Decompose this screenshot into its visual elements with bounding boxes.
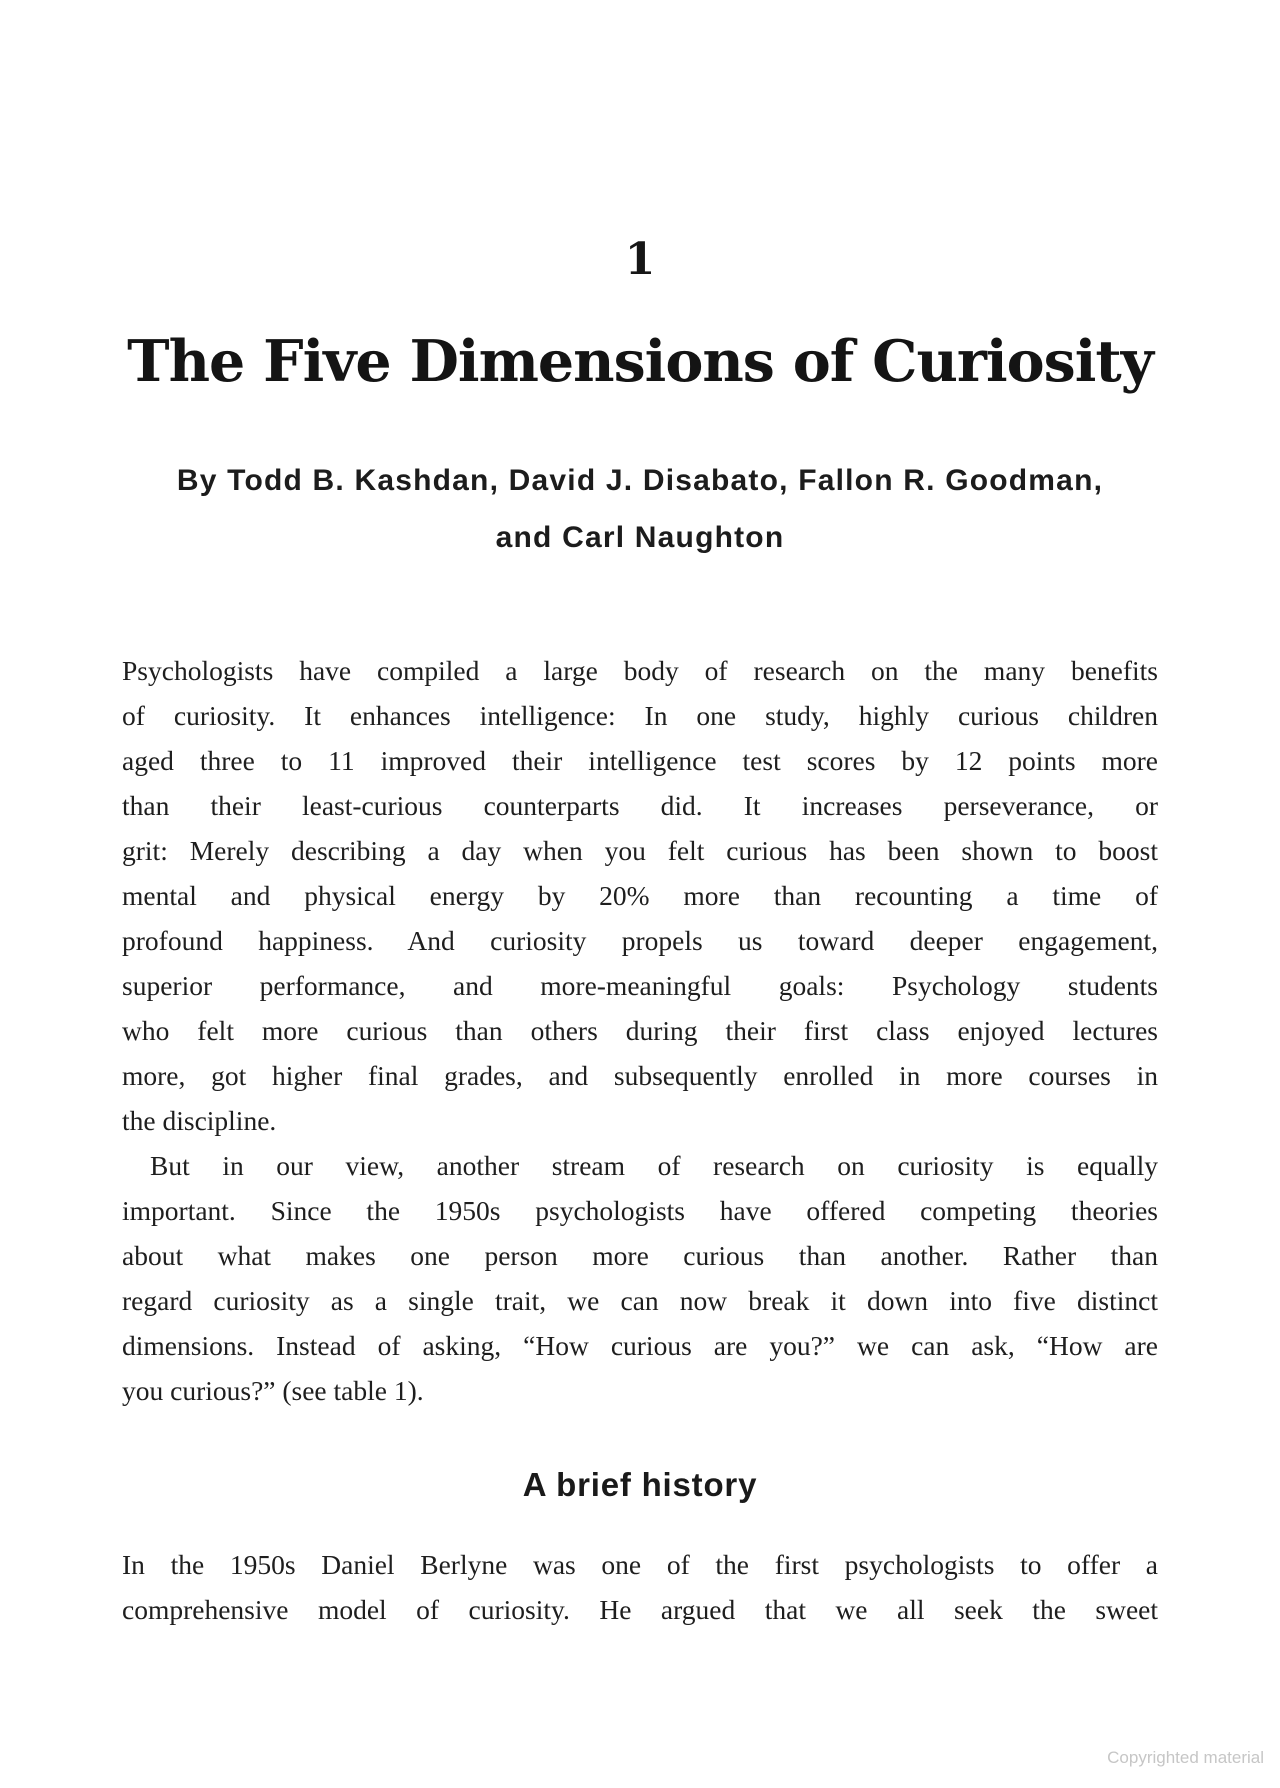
paragraph (122, 648, 1158, 1143)
text-line: more, got higher final grades, and subsequently enrolled in more courses in (122, 1060, 1158, 1091)
text-line: important. Since the 1950s psychologists have offered competing theories (122, 1195, 1158, 1226)
byline (40, 452, 1240, 566)
text-line: superior performance, and more-meaningful goals: Psychology students (122, 970, 1158, 1001)
byline-line-1: By Todd B. Kashdan, David J. Disabato, Fallon R. Goodman, (176, 464, 1104, 497)
text-line: regard curiosity as a single trait, we can now break it down into five distinct (122, 1285, 1158, 1316)
byline-line-2: and Carl Naughton (495, 521, 785, 554)
history-paragraphs (122, 1542, 1158, 1632)
text-line: dimensions. Instead of asking, “How curious are you?” we can ask, “How are (122, 1330, 1158, 1361)
chapter-number: 1 (624, 234, 656, 285)
text-line: you curious?” (see table 1). (122, 1375, 424, 1406)
text-line: But in our view, another stream of research on curiosity is equally (150, 1150, 1158, 1181)
page-title: The Five Dimensions of Curiosity (127, 328, 1153, 395)
text-line: grit: Merely describing a day when you felt curious has been shown to boost (122, 835, 1158, 866)
text-line: the discipline. (122, 1105, 277, 1136)
text-line: mental and physical energy by 20% more than recounting a time of (122, 880, 1158, 911)
text-line: than their least-curious counterparts did. It increases perseverance, or (122, 790, 1158, 821)
text-line: about what makes one person more curious than another. Rather than (122, 1240, 1158, 1271)
text-line: comprehensive model of curiosity. He argued that we all seek the sweet (122, 1594, 1158, 1625)
copyright-note: Copyrighted material (1107, 1748, 1264, 1767)
paragraph (122, 1143, 1158, 1413)
intro-paragraphs (122, 648, 1158, 1413)
text-line: In the 1950s Daniel Berlyne was one of the first psychologists to offer a (122, 1549, 1158, 1580)
section-heading: A brief history (522, 1466, 758, 1503)
paragraph (122, 1542, 1158, 1632)
text-line: of curiosity. It enhances intelligence: In one study, highly curious children (122, 700, 1158, 731)
text-line: profound happiness. And curiosity propels us toward deeper engagement, (122, 925, 1158, 956)
text-line: aged three to 11 improved their intelligence test scores by 12 points more (122, 745, 1158, 776)
text-line: who felt more curious than others during their first class enjoyed lectures (122, 1015, 1158, 1046)
text-line: Psychologists have compiled a large body of research on the many benefits (122, 655, 1158, 686)
